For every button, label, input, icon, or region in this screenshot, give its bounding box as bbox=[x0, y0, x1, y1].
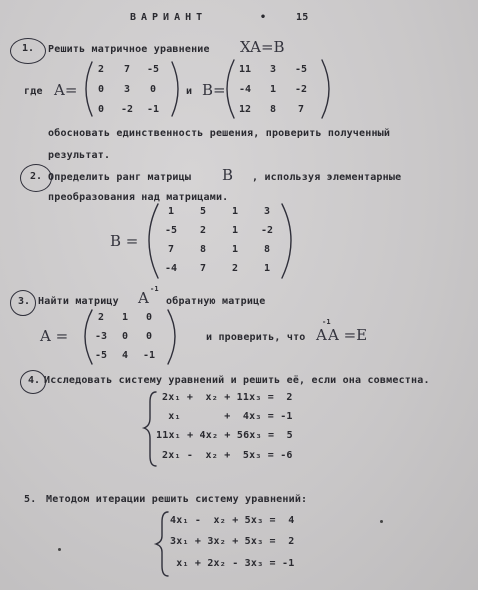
matrix-cell: 7 bbox=[297, 104, 305, 115]
matrix-cell: -5 bbox=[164, 225, 178, 236]
matrix-cell: 0 bbox=[97, 84, 105, 95]
task3-inverse-symbol: A bbox=[138, 289, 149, 307]
matrix-cell: 12 bbox=[238, 104, 252, 115]
task3-check: и проверить, что bbox=[206, 332, 306, 343]
matrix-cell: -3 bbox=[94, 331, 108, 342]
matrix-inv-right-paren bbox=[168, 310, 175, 364]
matrix-cell: 2 bbox=[97, 312, 105, 323]
matrix-cell: 11 bbox=[238, 64, 252, 75]
task5-line1: Методом итерации решить систему уравнений: bbox=[46, 494, 308, 505]
variant-dot: • bbox=[260, 12, 267, 23]
system5-row-1: 4x₁ - x₂ + 5x₃ = 4 bbox=[170, 515, 295, 526]
matrix-cell: -4 bbox=[238, 84, 252, 95]
matrix-cell: 1 bbox=[231, 244, 239, 255]
task1-and: и bbox=[186, 86, 193, 97]
system4-brace bbox=[144, 392, 156, 466]
matrix-cell: 2 bbox=[231, 263, 239, 274]
matrix-cell: -1 bbox=[142, 350, 156, 361]
task1-number: 1. bbox=[22, 43, 35, 54]
task3-number: 3. bbox=[18, 296, 31, 307]
variant-number: 15 bbox=[296, 12, 309, 23]
system4-row-3: 11x₁ + 4x₂ + 56x₃ = 5 bbox=[156, 430, 293, 441]
task4-line1: Исследовать систему уравнений и решить её, если она совместна. bbox=[44, 375, 430, 386]
task2-line2: преобразования над матрицами. bbox=[48, 192, 229, 203]
task3-line1-tail: обратную матрице bbox=[166, 296, 266, 307]
variant-label: ВАРИАНТ bbox=[130, 12, 208, 23]
matrix-cell: 2 bbox=[97, 64, 105, 75]
matrix-cell: 1 bbox=[263, 263, 271, 274]
matrix-cell: 3 bbox=[269, 64, 277, 75]
task2-line1-tail: , используя элементарные bbox=[252, 172, 402, 183]
system5-row-3: x₁ + 2x₂ - 3x₃ = -1 bbox=[170, 558, 295, 569]
task1-statement: Решить матричное уравнение bbox=[48, 44, 210, 55]
system5-row-2: 3x₁ + 3x₂ + 5x₃ = 2 bbox=[170, 536, 295, 547]
task1-line2: обосновать единственность решения, проверить полученный bbox=[48, 128, 391, 139]
system4-row-1: 2x₁ + x₂ + 11x₃ = 2 bbox=[162, 392, 293, 403]
task2-number: 2. bbox=[30, 171, 43, 182]
matrix-cell: -4 bbox=[164, 263, 178, 274]
task3-line1: Найти матрицу bbox=[38, 296, 119, 307]
paper-speck bbox=[380, 520, 383, 523]
matrix-cell: 1 bbox=[231, 206, 239, 217]
task5-number: 5. bbox=[24, 494, 37, 505]
matrix-cell: -1 bbox=[146, 104, 160, 115]
task1-where: где bbox=[24, 86, 43, 97]
matrix-cell: 0 bbox=[97, 104, 105, 115]
matrix-cell: 4 bbox=[121, 350, 129, 361]
matrix-a-right-paren bbox=[172, 62, 178, 116]
matrix-cell: -5 bbox=[294, 64, 308, 75]
system4-row-2: x₁ + 4x₃ = -1 bbox=[162, 411, 293, 422]
matrix-cell: 8 bbox=[263, 244, 271, 255]
task3-check-tail: A =E bbox=[328, 326, 368, 344]
matrix-cell: 0 bbox=[121, 331, 129, 342]
matrix-cell: -2 bbox=[294, 84, 308, 95]
matrix-cell: -5 bbox=[146, 64, 160, 75]
matrix-b-right-paren bbox=[322, 60, 329, 118]
task2-matrix-name: B bbox=[222, 166, 234, 184]
matrix-cell: 0 bbox=[149, 84, 157, 95]
matrix-cell: -5 bbox=[94, 350, 108, 361]
paper-speck bbox=[58, 548, 61, 551]
task1-equation: XA=B bbox=[240, 38, 285, 56]
task4-number: 4. bbox=[28, 375, 41, 386]
matrix-cell: 0 bbox=[145, 331, 153, 342]
task3-check-symbol: A bbox=[316, 326, 327, 344]
task2-line1: Определить ранг матрицы bbox=[48, 172, 192, 183]
matrix-cell: 3 bbox=[123, 84, 131, 95]
matrix-cell: 1 bbox=[121, 312, 129, 323]
matrix-cell: 8 bbox=[199, 244, 207, 255]
matrix-cell: 7 bbox=[167, 244, 175, 255]
task3-a-label: A = bbox=[40, 327, 69, 345]
matrix-cell: 1 bbox=[269, 84, 277, 95]
matrix-cell: 3 bbox=[263, 206, 271, 217]
matrix-cell: -2 bbox=[120, 104, 134, 115]
matrix-cell: 7 bbox=[199, 263, 207, 274]
matrix-cell: 8 bbox=[269, 104, 277, 115]
matrix-cell: 7 bbox=[123, 64, 131, 75]
system4-row-4: 2x₁ - x₂ + 5x₃ = -6 bbox=[162, 450, 293, 461]
matrix-cell: -2 bbox=[260, 225, 274, 236]
task1-a-label: A= bbox=[54, 81, 78, 99]
matrix-rank-right-paren bbox=[282, 204, 291, 278]
task3-inverse-sup: -1 bbox=[150, 285, 159, 293]
task2-b-label: B = bbox=[110, 232, 139, 250]
matrix-cell: 0 bbox=[145, 312, 153, 323]
task1-b-label: B= bbox=[202, 81, 226, 99]
matrix-cell: 1 bbox=[167, 206, 175, 217]
matrix-rank-left-paren bbox=[149, 204, 158, 278]
matrix-cell: 1 bbox=[231, 225, 239, 236]
task1-line3: результат. bbox=[48, 150, 111, 161]
task3-check-sup: -1 bbox=[322, 318, 331, 326]
system5-brace bbox=[156, 512, 168, 576]
matrix-cell: 5 bbox=[199, 206, 207, 217]
matrix-cell: 2 bbox=[199, 225, 207, 236]
